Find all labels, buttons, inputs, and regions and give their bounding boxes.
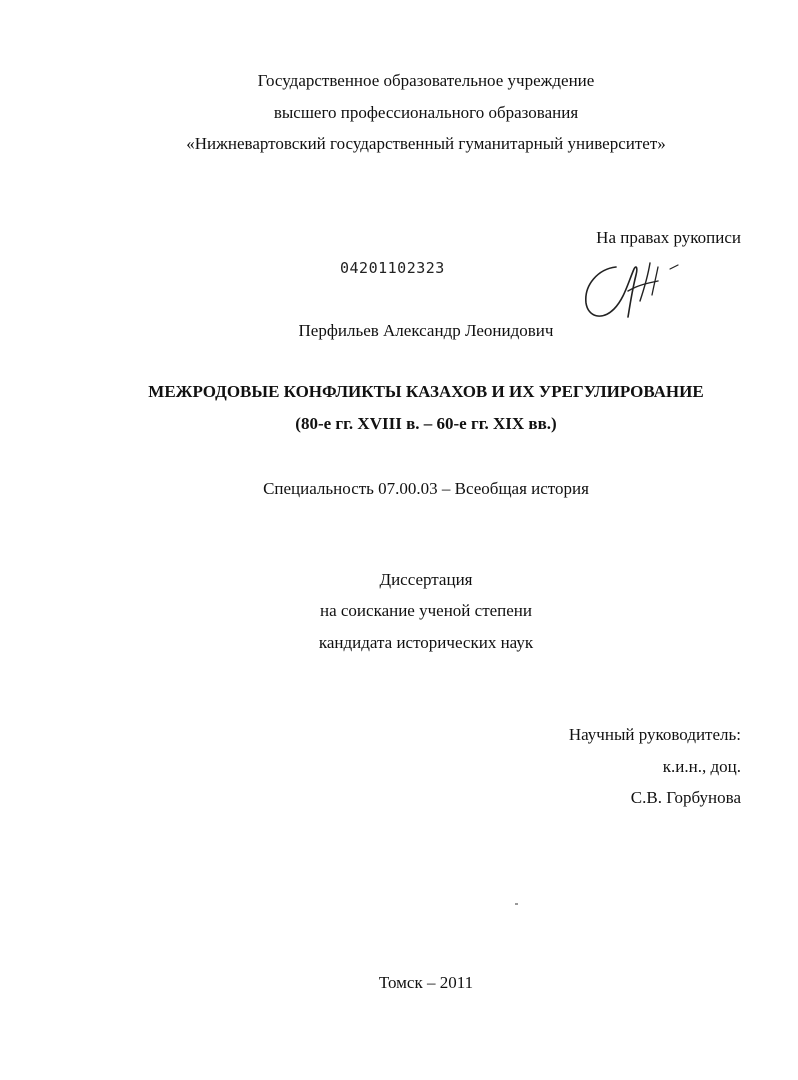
degree-line-3: кандидата исторических наук	[318, 633, 534, 652]
manuscript-note: На правах рукописи	[596, 228, 741, 247]
dissertation-period: (80-е гг. XVIII в. – 60-е гг. XIX вв.)	[295, 414, 557, 433]
degree-line-1: Диссертация	[379, 570, 473, 589]
author-name: Перфильев Александр Леонидович	[298, 321, 554, 340]
specialty: Специальность 07.00.03 – Всеобщая история	[263, 479, 589, 498]
supervisor-rank: к.и.н., доц.	[662, 757, 741, 776]
degree-line-2: на соискание ученой степени	[319, 601, 533, 620]
dissertation-title: МЕЖРОДОВЫЕ КОНФЛИКТЫ КАЗАХОВ И ИХ УРЕГУЛИРОВАНИЕ	[148, 382, 704, 401]
supervisor-label: Научный руководитель:	[568, 725, 741, 744]
institution-line-2: высшего профессионального образования	[273, 103, 579, 122]
institution-line-1: Государственное образовательное учреждение	[257, 71, 595, 90]
supervisor-name: С.В. Горбунова	[630, 788, 741, 807]
signature-icon	[578, 255, 688, 325]
scan-speck	[515, 903, 518, 905]
institution-line-3: «Нижневартовский государственный гуманитарный университет»	[186, 134, 666, 153]
footer-city-year: Томск – 2011	[378, 973, 474, 992]
registry-code: 04201102323	[340, 259, 445, 277]
